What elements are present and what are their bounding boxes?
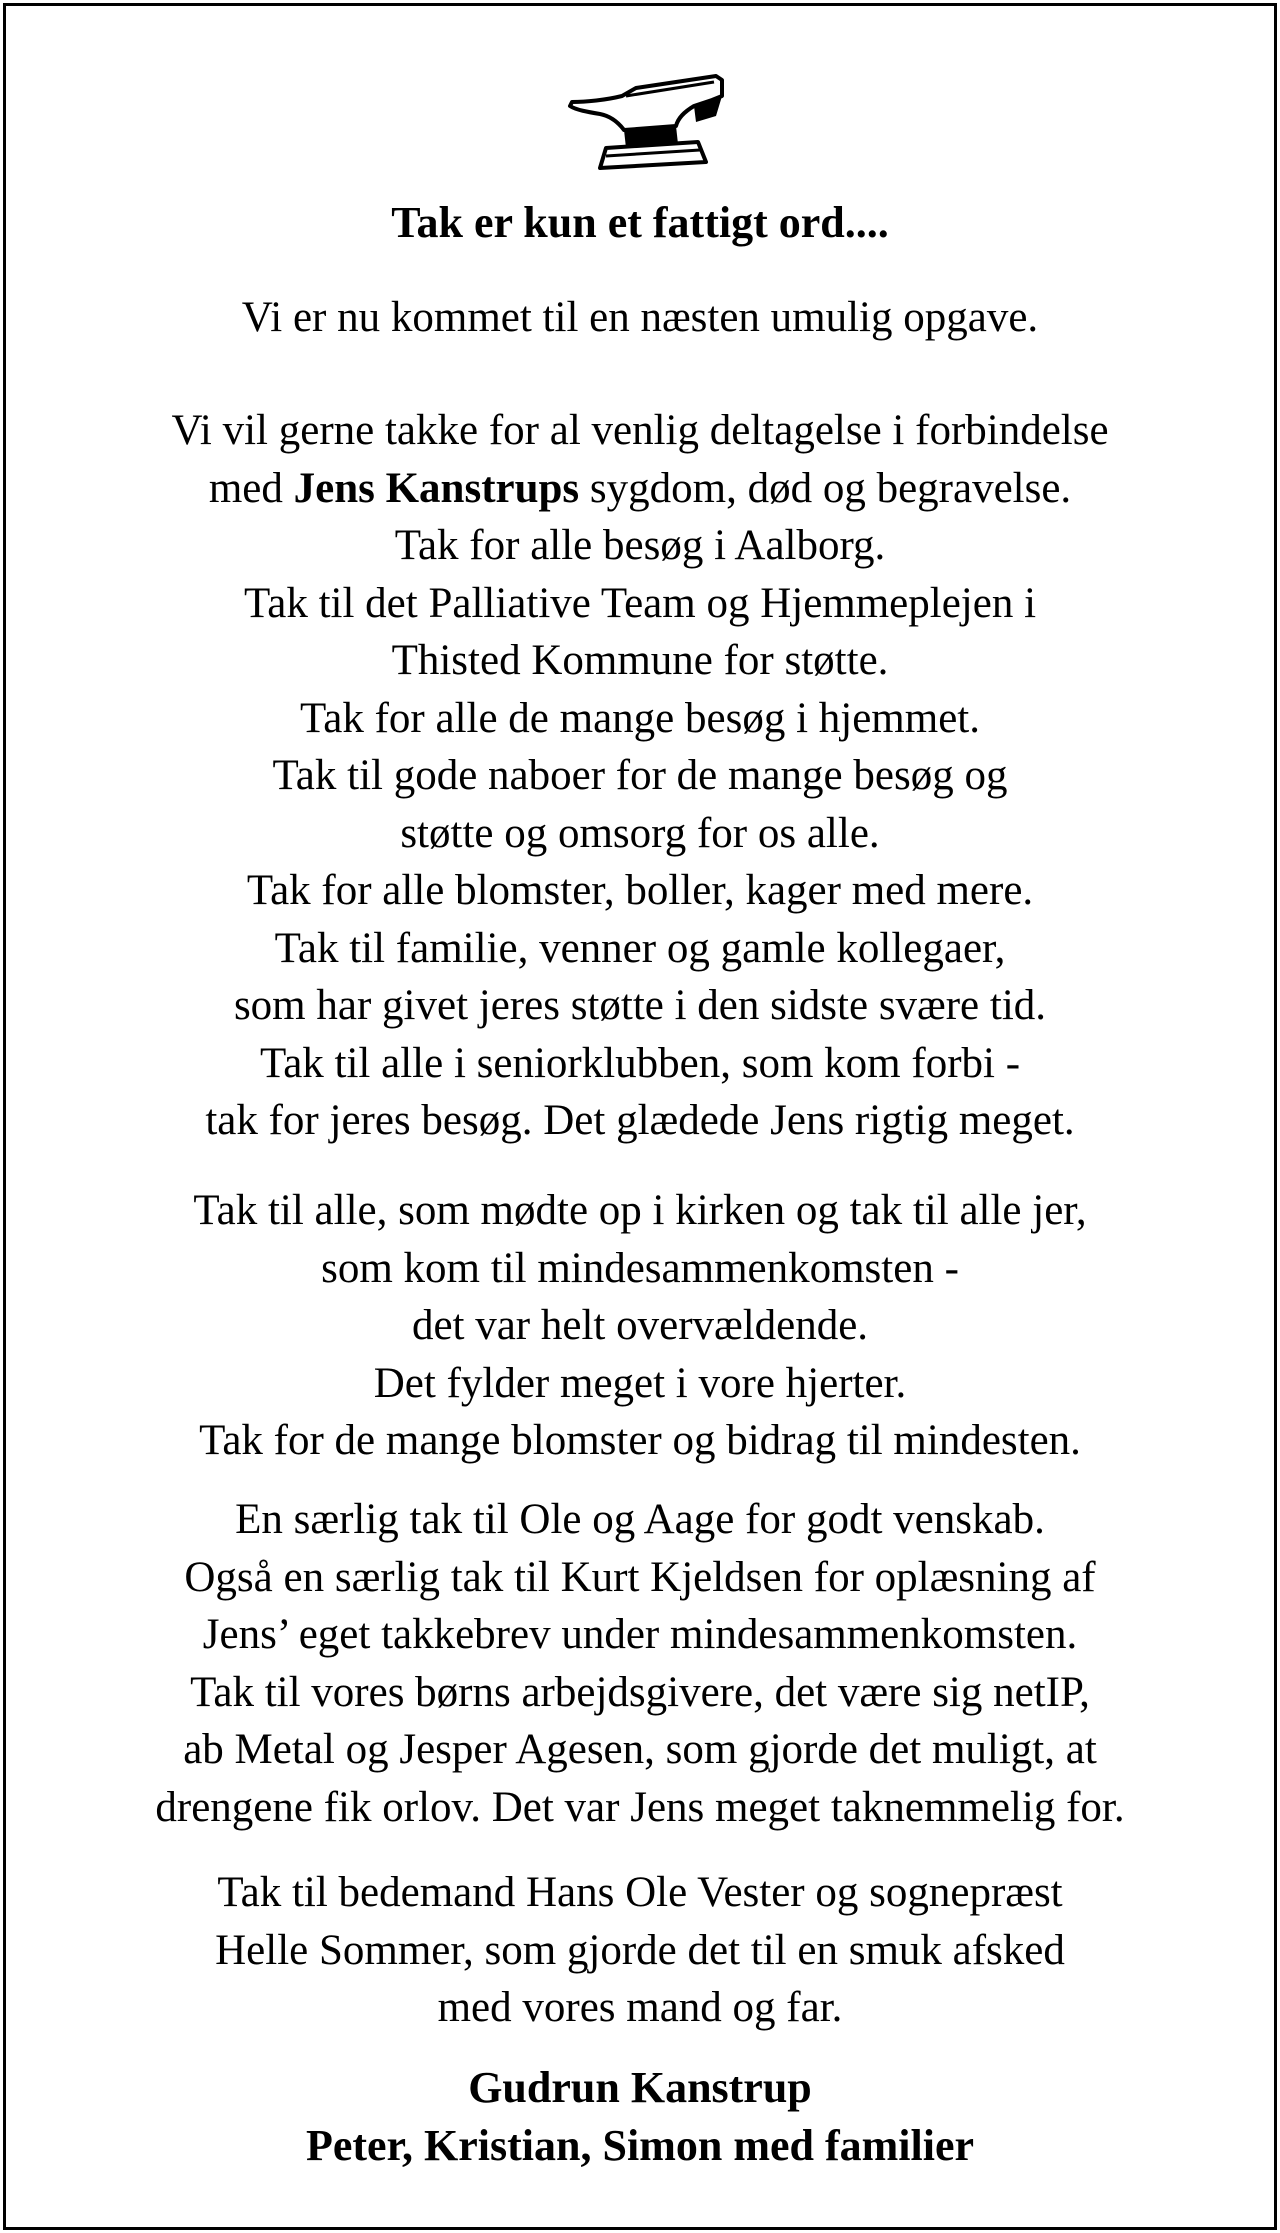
paragraph-3-line: Jens’ eget takkebrev under mindesammenkomsten. — [202, 1611, 1078, 1658]
signature-block — [6, 2059, 1274, 2174]
paragraph-1-line: Tak til alle i seniorklubben, som kom forbi - — [259, 1039, 1021, 1087]
paragraph-1-line: Tak til familie, venner og gamle kollegaer, — [274, 924, 1006, 972]
paragraph-3-line: En særlig tak til Ole og Aage for godt venskab. — [235, 1496, 1045, 1543]
paragraph-4-line: med vores mand og far. — [437, 1984, 843, 2031]
paragraph-2-line: Tak til alle, som mødte op i kirken og tak til alle jer, — [193, 1187, 1087, 1234]
paragraph-2-line: som kom til mindesammenkomsten - — [321, 1244, 959, 1292]
signature-family: Peter, Kristian, Simon med familier — [305, 2120, 975, 2170]
paragraph-1-line: Tak for alle de mange besøg i hjemmet. — [300, 694, 980, 742]
thank-you-notice — [3, 3, 1277, 2230]
deceased-name: Jens Kanstrups — [293, 464, 580, 512]
paragraph-2 — [6, 1182, 1274, 1470]
paragraph-3-line: Også en særlig tak til Kurt Kjeldsen for oplæsning af — [184, 1553, 1096, 1601]
paragraph-2-line: det var helt overvældende. — [411, 1302, 869, 1349]
intro-line: Vi er nu kommet til en næsten umulig opgave. — [241, 294, 1039, 341]
paragraph-1-line: Tak for alle blomster, boller, kager med mere. — [246, 867, 1034, 914]
text-fragment: med — [208, 464, 294, 512]
paragraph-1-line — [6, 460, 1274, 518]
paragraph-3 — [6, 1491, 1274, 1836]
paragraph-2-line: Tak for de mange blomster og bidrag til mindesten. — [199, 1417, 1081, 1464]
paragraph-1-line: Tak til det Palliative Team og Hjemmeplejen i — [243, 579, 1037, 627]
notice-title: Tak er kun et fattigt ord.... — [391, 198, 889, 247]
paragraph-1-line: Tak for alle besøg i Aalborg. — [394, 522, 886, 569]
text-fragment: sygdom, død og begravelse. — [579, 464, 1072, 512]
paragraph-1-line: støtte og omsorg for os alle. — [400, 809, 880, 857]
paragraph-1-line: Tak til gode naboer for de mange besøg og — [272, 752, 1008, 799]
paragraph-1 — [6, 402, 1274, 1150]
paragraph-4-line: Tak til bedemand Hans Ole Vester og sognepræst — [217, 1869, 1063, 1916]
paragraph-1-line: Thisted Kommune for støtte. — [391, 637, 889, 684]
paragraph-3-line: ab Metal og Jesper Agesen, som gjorde det muligt, at — [183, 1726, 1097, 1773]
paragraph-1-line: tak for jeres besøg. Det glædede Jens rigtig meget. — [205, 1097, 1075, 1144]
paragraph-4-line: Helle Sommer, som gjorde det til en smuk afsked — [215, 1926, 1065, 1974]
signature-widow: Gudrun Kanstrup — [468, 2063, 812, 2112]
paragraph-3-line: Tak til vores børns arbejdsgivere, det være sig netIP, — [190, 1668, 1090, 1716]
anvil-icon — [566, 66, 726, 172]
paragraph-4 — [6, 1864, 1274, 2037]
paragraph-3-line: drengene fik orlov. Det var Jens meget taknemmelig for. — [155, 1783, 1125, 1831]
paragraph-1-line: som har givet jeres støtte i den sidste svære tid. — [233, 982, 1047, 1029]
paragraph-2-line: Det fylder meget i vore hjerter. — [373, 1359, 907, 1407]
paragraph-1-line: Vi vil gerne takke for al venlig deltagelse i forbindelse — [171, 407, 1109, 454]
intro-paragraph — [6, 289, 1274, 347]
